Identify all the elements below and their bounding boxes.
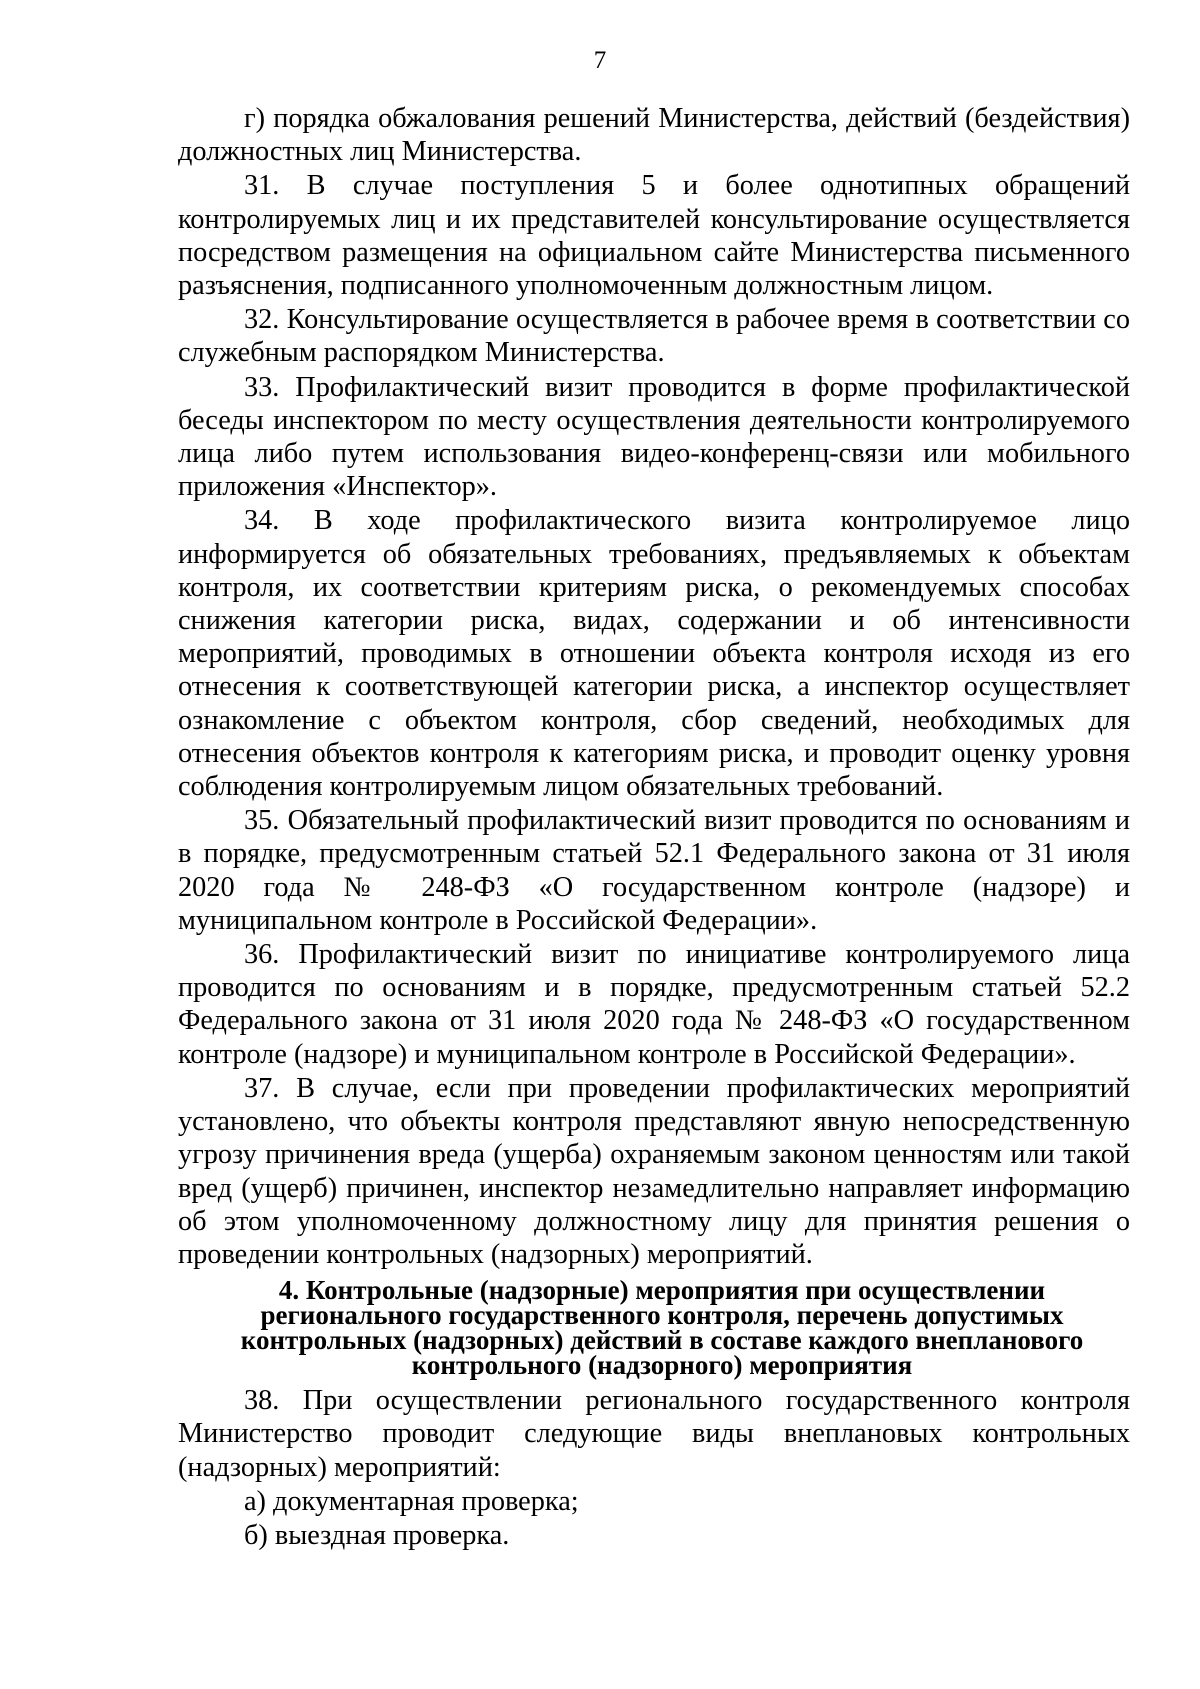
section-heading-line-3: контрольных (надзорных) действий в составе каждого внепланового	[240, 1325, 1084, 1356]
paragraph-33: 33. Профилактический визит проводится в форме профилактической беседы инспектором по месту осуществления деятельности контролируемого лица либо путем использования видео-конференц-связи или мобильного приложения «Инспектор».	[178, 371, 1130, 503]
section-heading-line-2: регионального государственного контроля, перечень допустимых	[260, 1300, 1064, 1331]
section-heading	[178, 1275, 1130, 1381]
paragraph-37: 37. В случае, если при проведении профилактических мероприятий установлено, что объекты контроля представляют явную непосредственную угрозу причинения вреда (ущерба) охраняемым законом ценностям или такой вред (ущерб) причинен, инспектор незамедлительно направляет информацию об этом уполномоченному должностному лицу для принятия решения о проведении контрольных (надзорных) мероприятий.	[178, 1072, 1130, 1270]
paragraph-35: 35. Обязательный профилактический визит проводится по основаниям и в порядке, предусмотренным статьей 52.1 Федерального закона от 31 июля 2020 года № 248-ФЗ «О государственном контроле (надзоре) и муниципальном контроле в Российской Федерации».	[178, 805, 1130, 936]
list-item-b: б) выездная проверка.	[244, 1519, 510, 1551]
document-body	[178, 102, 1130, 1552]
paragraph-item-g: г) порядка обжалования решений Министерства, действий (бездействия) должностных лиц Министерства.	[178, 103, 1130, 168]
paragraph-38: 38. При осуществлении регионального государственного контроля Министерство проводит следующие виды внеплановых контрольных (надзорных) мероприятий:	[178, 1385, 1130, 1483]
section-heading-line-1: 4. Контрольные (надзорные) мероприятия при осуществлении	[278, 1275, 1046, 1306]
list-item-a: а) документарная проверка;	[244, 1485, 579, 1517]
page-number: 7	[593, 47, 607, 74]
paragraph-32: 32. Консультирование осуществляется в рабочее время в соответствии со служебным распорядком Министерства.	[178, 304, 1130, 369]
section-heading-line-4: контрольного (надзорного) мероприятия	[411, 1350, 913, 1381]
paragraph-36: 36. Профилактический визит по инициативе контролируемого лица проводится по основаниям и в порядке, предусмотренным статьей 52.2 Федерального закона от 31 июля 2020 года № 248-ФЗ «О государственном контроле (надзоре) и муниципальном контроле в Российской Федерации».	[178, 939, 1130, 1070]
paragraph-34: 34. В ходе профилактического визита контролируемое лицо информируется об обязательных требованиях, предъявляемых к объектам контроля, их соответствии критериям риска, о рекомендуемых способах снижения категории риска, видах, содержании и об интенсивности мероприятий, проводимых в отношении объекта контроля исходя из его отнесения к соответствующей категории риска, а инспектор осуществляет ознакомление с объектом контроля, сбор сведений, необходимых для отнесения объектов контроля к категориям риска, и проводит оценку уровня соблюдения контролируемым лицом обязательных требований.	[178, 505, 1130, 803]
paragraph-31: 31. В случае поступления 5 и более однотипных обращений контролируемых лиц и их представителей консультирование осуществляется посредством размещения на официальном сайте Министерства письменного разъяснения, подписанного уполномоченным должностным лицом.	[178, 170, 1130, 302]
